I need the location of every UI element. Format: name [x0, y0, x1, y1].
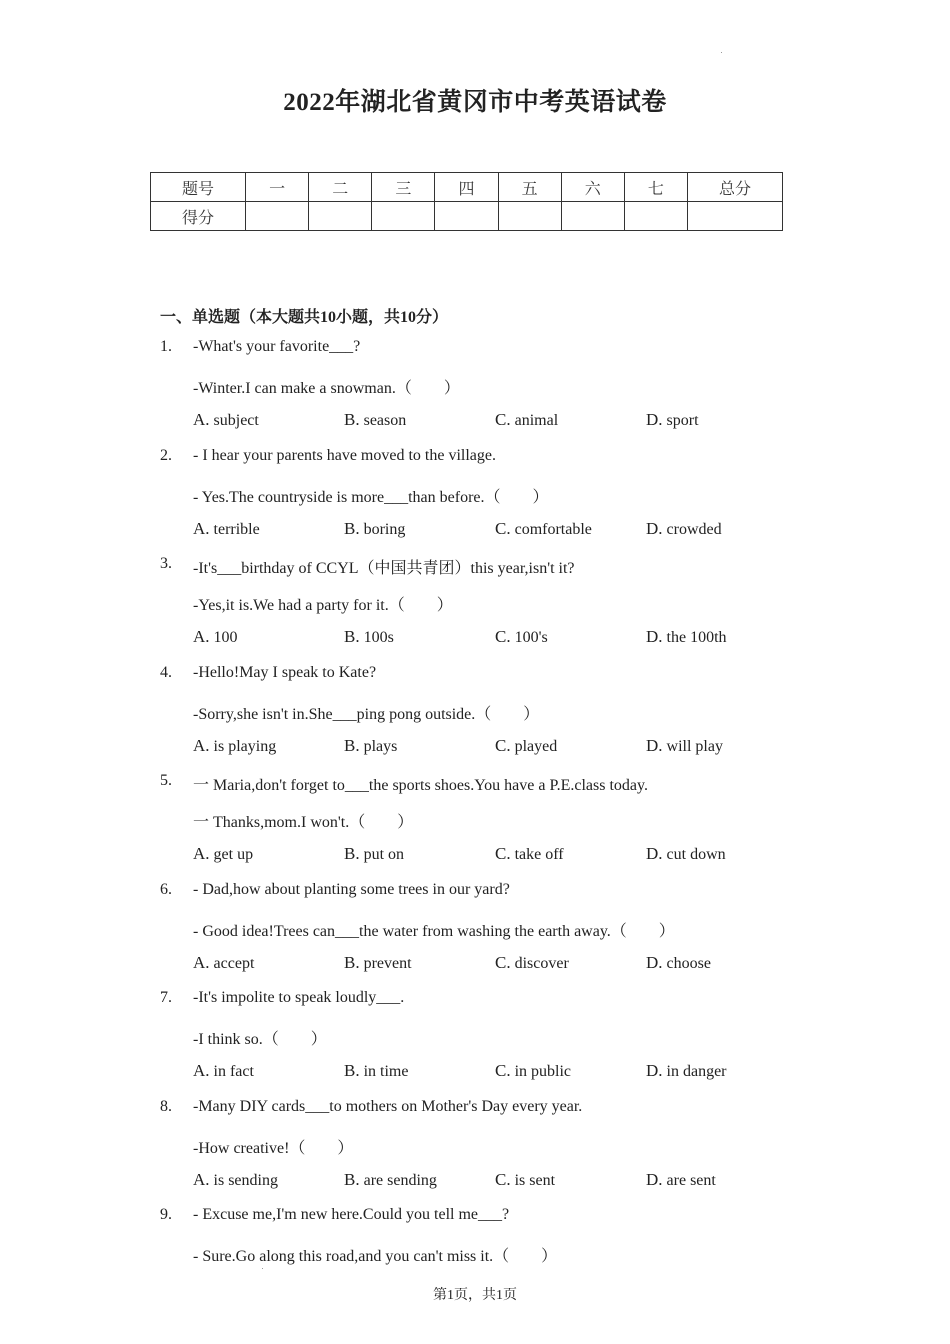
answer-option[interactable] — [344, 844, 404, 864]
answer-option[interactable] — [646, 1170, 716, 1190]
option-text: sport — [666, 412, 699, 429]
option-text: take off — [514, 846, 564, 863]
section-heading — [160, 304, 448, 327]
option-text: 100 — [213, 629, 238, 646]
question-number: 6. — [160, 880, 172, 898]
question-number: 2. — [160, 446, 172, 464]
score-table — [150, 172, 783, 231]
answer-option[interactable] — [646, 736, 723, 756]
answer-option[interactable] — [193, 736, 276, 756]
answer-option[interactable] — [495, 736, 557, 756]
answer-option[interactable] — [495, 519, 592, 539]
answer-option[interactable] — [495, 1170, 555, 1190]
score-header-cell: 五 — [498, 173, 561, 202]
question-response: -I think so.（ ） — [193, 1031, 327, 1048]
question-item — [160, 555, 800, 664]
option-text: 100's — [514, 629, 548, 646]
question-number: 8. — [160, 1097, 172, 1115]
question-prompt: -It's impolite to speak loudly___. — [193, 989, 405, 1006]
option-text: comfortable — [514, 520, 592, 538]
question-number: 5. — [160, 772, 172, 789]
option-text: in danger — [666, 1063, 727, 1080]
answer-option[interactable] — [495, 410, 558, 430]
answer-option[interactable] — [193, 953, 254, 973]
option-letter: C. — [495, 844, 511, 863]
option-letter: D. — [646, 518, 663, 538]
answer-option[interactable] — [344, 519, 405, 539]
answer-option[interactable] — [344, 1061, 408, 1081]
option-text: in public — [514, 1063, 572, 1080]
option-letter: B. — [344, 1061, 360, 1080]
answer-option[interactable] — [646, 844, 726, 864]
option-letter: A. — [193, 844, 210, 863]
option-letter: A. — [193, 1169, 210, 1189]
question-item — [160, 1098, 800, 1207]
answer-option[interactable] — [646, 627, 727, 647]
section-suffix: 分） — [416, 309, 449, 326]
option-letter: A. — [193, 518, 210, 538]
score-header-cell: 七 — [624, 173, 687, 202]
option-letter: B. — [344, 1169, 360, 1189]
option-text: crowded — [666, 520, 722, 538]
section-count: 10 — [320, 309, 337, 326]
question-item — [160, 447, 800, 556]
option-text: get up — [213, 846, 254, 863]
answer-option[interactable] — [344, 953, 412, 973]
answer-option[interactable] — [193, 410, 259, 430]
score-row-label: 得分 — [151, 202, 246, 231]
section-middle: 小题，共 — [336, 309, 401, 326]
option-text: discover — [514, 954, 569, 972]
score-cell — [246, 202, 309, 231]
question-number: 9. — [160, 1206, 172, 1223]
question-item — [160, 989, 800, 1098]
option-text: 100s — [363, 629, 394, 646]
question-prompt: 一 Maria,don't forget to___the sports shoes.You have a P.E.class today. — [193, 777, 648, 794]
question-response: 一 Thanks,mom.I won't.（ ） — [193, 814, 414, 831]
option-letter: A. — [193, 410, 210, 429]
question-number: 3. — [160, 555, 172, 572]
option-letter: B. — [344, 410, 360, 429]
scan-speck — [721, 52, 722, 53]
option-letter: D. — [646, 410, 663, 429]
score-header-cell: 六 — [561, 173, 624, 202]
answer-option[interactable] — [193, 844, 253, 864]
option-letter: C. — [495, 1169, 511, 1189]
question-prompt: -It's___birthday of CCYL（中国共青团）this year,isn't it? — [193, 560, 575, 577]
option-letter: D. — [646, 952, 663, 972]
option-text: cut down — [666, 846, 726, 863]
answer-option[interactable] — [495, 953, 569, 973]
option-text: will play — [666, 737, 723, 755]
score-cell — [561, 202, 624, 231]
option-text: subject — [213, 412, 259, 429]
option-letter: B. — [344, 518, 360, 538]
option-text: terrible — [213, 520, 260, 538]
option-text: are sent — [666, 1171, 716, 1189]
option-letter: C. — [495, 1061, 511, 1080]
answer-option[interactable] — [646, 1061, 727, 1081]
option-text: boring — [363, 520, 406, 538]
option-text: in time — [363, 1063, 409, 1080]
score-header-cell: 四 — [435, 173, 498, 202]
option-letter: C. — [495, 518, 511, 538]
option-letter: C. — [495, 627, 511, 646]
answer-option[interactable] — [495, 844, 564, 864]
question-prompt: - Excuse me,I'm new here.Could you tell me___? — [193, 1206, 510, 1223]
question-item — [160, 338, 800, 447]
score-table-header-row — [151, 173, 783, 202]
option-letter: A. — [193, 1061, 210, 1080]
option-text: season — [363, 412, 407, 429]
score-table-score-row — [151, 202, 783, 231]
option-text: choose — [666, 954, 711, 972]
score-header-cell: 总分 — [688, 173, 783, 202]
answer-option[interactable] — [344, 736, 397, 756]
option-text: are sending — [363, 1171, 437, 1189]
question-list — [160, 338, 800, 1315]
answer-option[interactable] — [646, 410, 699, 430]
option-text: prevent — [363, 954, 412, 972]
option-letter: C. — [495, 735, 511, 755]
answer-option[interactable] — [193, 519, 260, 539]
option-letter: D. — [646, 735, 663, 755]
answer-option[interactable] — [193, 1061, 254, 1081]
score-header-cell: 一 — [246, 173, 309, 202]
option-letter: A. — [193, 627, 210, 646]
question-response: - Yes.The countryside is more___than before.（ ） — [193, 488, 549, 506]
option-text: played — [514, 737, 558, 755]
question-response: -Sorry,she isn't in.She___ping pong outside.（ ） — [193, 705, 540, 723]
option-text: accept — [213, 954, 255, 972]
option-letter: A. — [193, 735, 210, 755]
answer-option[interactable] — [344, 410, 406, 430]
score-cell — [498, 202, 561, 231]
answer-option[interactable] — [646, 519, 722, 539]
option-text: is sent — [514, 1171, 556, 1189]
question-number: 7. — [160, 989, 172, 1006]
question-number: 4. — [160, 663, 172, 681]
question-number: 1. — [160, 338, 172, 355]
question-prompt: - I hear your parents have moved to the village. — [193, 446, 496, 464]
score-header-cell: 题号 — [151, 173, 246, 202]
option-letter: D. — [646, 1169, 663, 1189]
option-letter: B. — [344, 627, 360, 646]
question-response: - Good idea!Trees can___the water from washing the earth away.（ ） — [193, 922, 675, 940]
section-points: 10 — [400, 309, 417, 326]
question-response: - Sure.Go along this road,and you can't miss it.（ ） — [193, 1248, 558, 1265]
option-letter: B. — [344, 844, 360, 863]
question-response: -Yes,it is.We had a party for it.（ ） — [193, 597, 453, 614]
page-footer: 第1页，共1页 — [433, 1288, 517, 1303]
option-text: is playing — [213, 737, 277, 755]
option-letter: C. — [495, 410, 511, 429]
option-letter: D. — [646, 844, 663, 863]
answer-option[interactable] — [193, 1170, 278, 1190]
score-cell — [688, 202, 783, 231]
option-text: plays — [363, 737, 398, 755]
answer-option[interactable] — [495, 627, 548, 647]
option-text: is sending — [213, 1171, 278, 1189]
option-letter: B. — [344, 952, 360, 972]
question-prompt: -Many DIY cards___to mothers on Mother's Day every year. — [193, 1097, 583, 1115]
question-response: -How creative!（ ） — [193, 1139, 354, 1157]
question-prompt: - Dad,how about planting some trees in our yard? — [193, 880, 510, 898]
question-prompt: -Hello!May I speak to Kate? — [193, 663, 377, 681]
option-letter: B. — [344, 735, 360, 755]
score-header-cell: 二 — [309, 173, 372, 202]
answer-option[interactable] — [646, 953, 711, 973]
score-cell — [624, 202, 687, 231]
question-item — [160, 664, 800, 773]
score-header-cell: 三 — [372, 173, 435, 202]
question-item — [160, 881, 800, 990]
answer-option[interactable] — [344, 627, 394, 647]
option-text: the 100th — [666, 629, 727, 646]
question-response: -Winter.I can make a snowman.（ ） — [193, 380, 460, 397]
answer-option[interactable] — [193, 627, 238, 647]
section-prefix: 一、单选题（本大题共 — [160, 309, 321, 326]
option-text: animal — [514, 412, 559, 429]
answer-option[interactable] — [495, 1061, 571, 1081]
option-text: put on — [363, 846, 405, 863]
question-prompt: -What's your favorite___? — [193, 338, 361, 355]
score-cell — [309, 202, 372, 231]
option-letter: A. — [193, 952, 210, 972]
exam-title: 2022年湖北省黄冈市中考英语试卷 — [283, 89, 667, 116]
score-cell — [372, 202, 435, 231]
option-letter: C. — [495, 952, 511, 972]
option-text: in fact — [213, 1063, 254, 1080]
option-letter: D. — [646, 627, 663, 646]
option-letter: D. — [646, 1061, 663, 1080]
answer-option[interactable] — [344, 1170, 437, 1190]
question-item — [160, 772, 800, 881]
score-cell — [435, 202, 498, 231]
